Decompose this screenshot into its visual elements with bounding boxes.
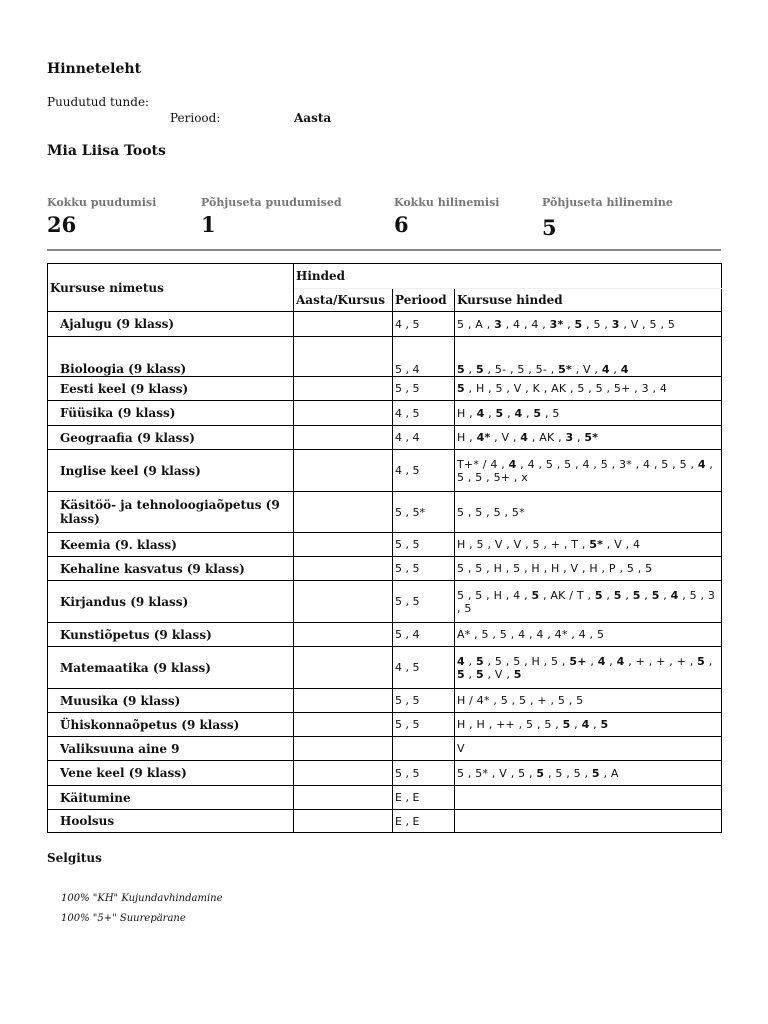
year-course-cell — [294, 450, 393, 492]
year-course-cell — [294, 647, 393, 689]
header-year-course: Aasta/Kursus — [294, 289, 393, 312]
period-grades: E , E — [393, 810, 455, 833]
course-grades — [455, 623, 722, 647]
grade-text: 5 , 5 , H , 4 , — [457, 588, 532, 602]
period-grades: 4 , 5 — [393, 312, 455, 337]
grade-bold: 4 — [670, 588, 679, 602]
grade-text: 5 , 5 , 5 , 5* — [457, 505, 525, 519]
period-grades: 5 , 5 — [393, 557, 455, 581]
grade-bold: 5 — [613, 588, 622, 602]
grade-text: , — [609, 363, 621, 376]
grade-text: , V , — [571, 363, 602, 376]
course-grades — [455, 492, 722, 533]
grade-text: , — [640, 588, 652, 602]
grade-bold: 4 — [697, 457, 706, 471]
grade-text: , — [589, 718, 601, 731]
grade-text: , + , + , + , — [624, 654, 698, 668]
grade-text: , — [659, 588, 671, 602]
table-row — [48, 492, 722, 533]
grade-bold: 5 — [533, 406, 542, 420]
grade-bold: 5 — [457, 363, 465, 376]
table-row — [48, 312, 722, 337]
grade-text: , — [464, 654, 476, 668]
grade-text: , V , 4 — [603, 538, 641, 551]
year-course-cell — [294, 810, 393, 833]
year-course-cell — [294, 426, 393, 450]
legend-title: Selgitus — [47, 851, 102, 865]
course-grades — [455, 581, 722, 623]
period-grades: E , E — [393, 786, 455, 810]
year-course-cell — [294, 533, 393, 557]
grade-bold: 4 — [616, 654, 625, 668]
grade-text: , 5 , 5 , H , 5 , — [483, 654, 570, 668]
period-grades: 5 , 4 — [393, 337, 455, 377]
grade-bold: 4 — [581, 718, 590, 731]
grade-bold: 5 — [457, 667, 465, 681]
grade-bold: 5* — [558, 363, 572, 376]
grade-bold: 5 — [495, 406, 504, 420]
course-grades — [455, 312, 722, 337]
year-course-cell — [294, 312, 393, 337]
grade-bold: 4 — [601, 363, 610, 376]
grade-text: H / 4* , 5 , 5 , + , 5 , 5 — [457, 694, 584, 707]
grade-text: , — [563, 317, 575, 331]
grade-bold: 5 — [632, 588, 641, 602]
grade-bold: 3 — [611, 317, 620, 331]
course-grades — [455, 450, 722, 492]
course-grades — [455, 337, 722, 377]
period-grades: 5 , 4 — [393, 623, 455, 647]
course-name: Käsitöö- ja tehnoloogiaõpetus (9 klass) — [48, 492, 294, 533]
grade-text: , — [484, 406, 496, 420]
grade-bold: 5 — [600, 718, 609, 731]
grade-bold: 5 — [562, 718, 571, 731]
stat-value-unexcused-absences: 1 — [201, 212, 216, 237]
stat-value-total-lates: 6 — [394, 212, 409, 237]
course-name: Ühiskonnaõpetus (9 klass) — [48, 713, 294, 737]
table-row — [48, 647, 722, 689]
period-grades: 4 , 5 — [393, 401, 455, 426]
grade-text: , 5 , — [582, 317, 612, 331]
grade-bold: 3 — [494, 317, 502, 331]
grade-bold: 5 — [475, 667, 484, 681]
grades-table — [47, 263, 722, 833]
year-course-cell — [294, 492, 393, 533]
grade-text: , — [503, 406, 515, 420]
course-name: Kunstiõpetus (9 klass) — [48, 623, 294, 647]
grade-text: , A — [599, 766, 619, 780]
period-grades: 5 , 5* — [393, 492, 455, 533]
grade-text: H , 5 , V , V , 5 , + , T , — [457, 538, 590, 551]
grade-text: , — [586, 654, 598, 668]
table-row — [48, 533, 722, 557]
course-grades — [455, 761, 722, 786]
grade-bold: 5 — [513, 667, 522, 681]
period-grades: 4 , 5 — [393, 450, 455, 492]
table-row — [48, 581, 722, 623]
period-grades: 4 , 4 — [393, 426, 455, 450]
grade-bold: 5 — [651, 588, 660, 602]
grade-bold: 5+ — [569, 654, 587, 668]
course-grades — [455, 377, 722, 401]
period-grades: 5 , 5 — [393, 713, 455, 737]
grade-bold: 4 — [620, 363, 629, 376]
table-row — [48, 810, 722, 833]
grade-bold: 5 — [591, 766, 600, 780]
year-course-cell — [294, 377, 393, 401]
grade-bold: 4 — [514, 406, 523, 420]
course-grades — [455, 689, 722, 713]
year-course-cell — [294, 786, 393, 810]
stat-label-total-absences: Kokku puudumisi — [47, 196, 157, 209]
grade-bold: 5 — [697, 654, 705, 668]
grade-bold: 4 — [457, 654, 465, 668]
grade-bold: 4 — [597, 654, 606, 668]
course-name: Eesti keel (9 klass) — [48, 377, 294, 401]
grade-bold: 5 — [574, 317, 583, 331]
grade-text: H , — [457, 406, 477, 420]
legend-item: 100% "KH" Kujundavhindamine — [61, 893, 223, 904]
grade-bold: 5 — [594, 588, 603, 602]
course-name: Valiksuuna aine 9 — [48, 737, 294, 761]
year-course-cell — [294, 713, 393, 737]
period-grades: 4 , 5 — [393, 647, 455, 689]
course-name: Geograafia (9 klass) — [48, 426, 294, 450]
absent-lessons-label: Puudutud tunde: — [47, 95, 150, 109]
table-row — [48, 450, 722, 492]
section-divider — [47, 249, 721, 251]
grade-bold: 5 — [536, 766, 545, 780]
grade-text: , AK / T , — [539, 588, 595, 602]
period-grades: 5 , 5 — [393, 581, 455, 623]
stat-label-unexcused-absences: Põhjuseta puudumised — [201, 196, 342, 209]
table-row — [48, 401, 722, 426]
grade-text: H , H , ++ , 5 , 5 , — [457, 718, 563, 731]
course-grades — [455, 737, 722, 761]
year-course-cell — [294, 337, 393, 377]
course-name: Kehaline kasvatus (9 klass) — [48, 557, 294, 581]
period-grades — [393, 737, 455, 761]
course-name: Käitumine — [48, 786, 294, 810]
grade-text: , — [464, 667, 476, 681]
grade-bold: 5 — [475, 654, 484, 668]
course-name: Bioloogia (9 klass) — [48, 337, 294, 377]
table-row — [48, 337, 722, 377]
table-row — [48, 557, 722, 581]
course-name: Füüsika (9 klass) — [48, 401, 294, 426]
grade-bold: 5* — [589, 538, 604, 551]
header-course-grades: Kursuse hinded — [455, 289, 722, 312]
grade-bold: 4 — [508, 457, 517, 471]
course-name: Muusika (9 klass) — [48, 689, 294, 713]
grade-text: , V , — [483, 667, 514, 681]
grade-text: H , — [457, 431, 477, 444]
grade-bold: 5 — [531, 588, 540, 602]
grade-text: 5 , A , — [457, 317, 495, 331]
course-grades — [455, 401, 722, 426]
grade-text: V — [457, 742, 465, 755]
period-value: Aasta — [294, 111, 332, 125]
header-grades-group: Hinded — [294, 264, 722, 289]
table-row — [48, 786, 722, 810]
grade-text: , 5- , 5 , 5- , — [483, 363, 559, 376]
grade-bold: 3* — [549, 317, 564, 331]
stat-label-total-lates: Kokku hilinemisi — [394, 196, 500, 209]
stat-value-unexcused-lates: 5 — [542, 215, 557, 240]
table-row — [48, 737, 722, 761]
grade-bold: 4* — [476, 431, 491, 444]
course-name: Ajalugu (9 klass) — [48, 312, 294, 337]
year-course-cell — [294, 401, 393, 426]
stat-label-unexcused-lates: Põhjuseta hilinemine — [542, 196, 673, 209]
table-row — [48, 377, 722, 401]
year-course-cell — [294, 581, 393, 623]
year-course-cell — [294, 557, 393, 581]
year-course-cell — [294, 689, 393, 713]
course-name: Inglise keel (9 klass) — [48, 450, 294, 492]
period-label: Periood: — [170, 111, 221, 125]
year-course-cell — [294, 761, 393, 786]
grade-text: , — [602, 588, 614, 602]
header-period: Periood — [393, 289, 455, 312]
table-row — [48, 713, 722, 737]
course-name: Vene keel (9 klass) — [48, 761, 294, 786]
grade-text: A* , 5 , 5 , 4 , 4 , 4* , 4 , 5 — [457, 628, 605, 641]
grade-text: , — [621, 588, 633, 602]
grade-bold: 5 — [475, 363, 484, 376]
grade-text: , 5 , 3 , 5 — [457, 588, 716, 615]
grade-text: , V , 5 , 5 — [619, 317, 676, 331]
grade-text: 5 , 5 , H , 5 , H , H , V , H , P , 5 , 5 — [457, 562, 653, 575]
period-grades: 5 , 5 — [393, 533, 455, 557]
grade-bold: 3 — [565, 431, 574, 444]
grade-text: , — [522, 406, 534, 420]
course-name: Keemia (9. klass) — [48, 533, 294, 557]
course-grades — [455, 557, 722, 581]
grade-text: , — [464, 363, 476, 376]
grade-text: , 5 , 5 , — [544, 766, 592, 780]
course-grades — [455, 713, 722, 737]
grade-text: , V , — [490, 431, 521, 444]
grade-text: , H , 5 , V , K , AK , 5 , 5 , 5+ , 3 , 4 — [464, 382, 668, 395]
grade-text: , 4 , 5 , 5 , 4 , 5 , 3* , 4 , 5 , 5 , — [516, 457, 698, 471]
grade-text: , 5 — [541, 406, 560, 420]
grade-text: , — [605, 654, 617, 668]
course-grades — [455, 426, 722, 450]
course-name: Hoolsus — [48, 810, 294, 833]
grade-bold: 4 — [476, 406, 485, 420]
grade-text: , — [570, 718, 582, 731]
grade-text: , — [573, 431, 585, 444]
grade-bold: 5* — [584, 431, 599, 444]
grade-bold: 4 — [520, 431, 529, 444]
grade-text: , — [705, 654, 713, 668]
course-grades — [455, 647, 722, 689]
course-name: Matemaatika (9 klass) — [48, 647, 294, 689]
grade-text: , AK , — [528, 431, 566, 444]
grade-text: T+* / 4 , — [457, 457, 509, 471]
grade-text: , 4 , 4 , — [501, 317, 550, 331]
course-grades — [455, 533, 722, 557]
year-course-cell — [294, 623, 393, 647]
period-grades: 5 , 5 — [393, 689, 455, 713]
year-course-cell — [294, 737, 393, 761]
grade-text: , 5 , 5 , 5+ , x — [457, 457, 714, 484]
grade-text: 5 , 5* , V , 5 , — [457, 766, 537, 780]
course-grades — [455, 786, 722, 810]
period-grades: 5 , 5 — [393, 761, 455, 786]
table-row — [48, 689, 722, 713]
course-name: Kirjandus (9 klass) — [48, 581, 294, 623]
table-row — [48, 761, 722, 786]
period-grades: 5 , 5 — [393, 377, 455, 401]
stat-value-total-absences: 26 — [47, 212, 77, 237]
header-course-name: Kursuse nimetus — [48, 264, 294, 312]
course-grades — [455, 810, 722, 833]
report-title: Hinneteleht — [47, 61, 142, 77]
legend-item: 100% "5+" Suurepärane — [61, 913, 186, 924]
grade-bold: 5 — [457, 382, 465, 395]
student-name: Mia Liisa Toots — [47, 143, 166, 159]
table-row — [48, 623, 722, 647]
table-row — [48, 426, 722, 450]
